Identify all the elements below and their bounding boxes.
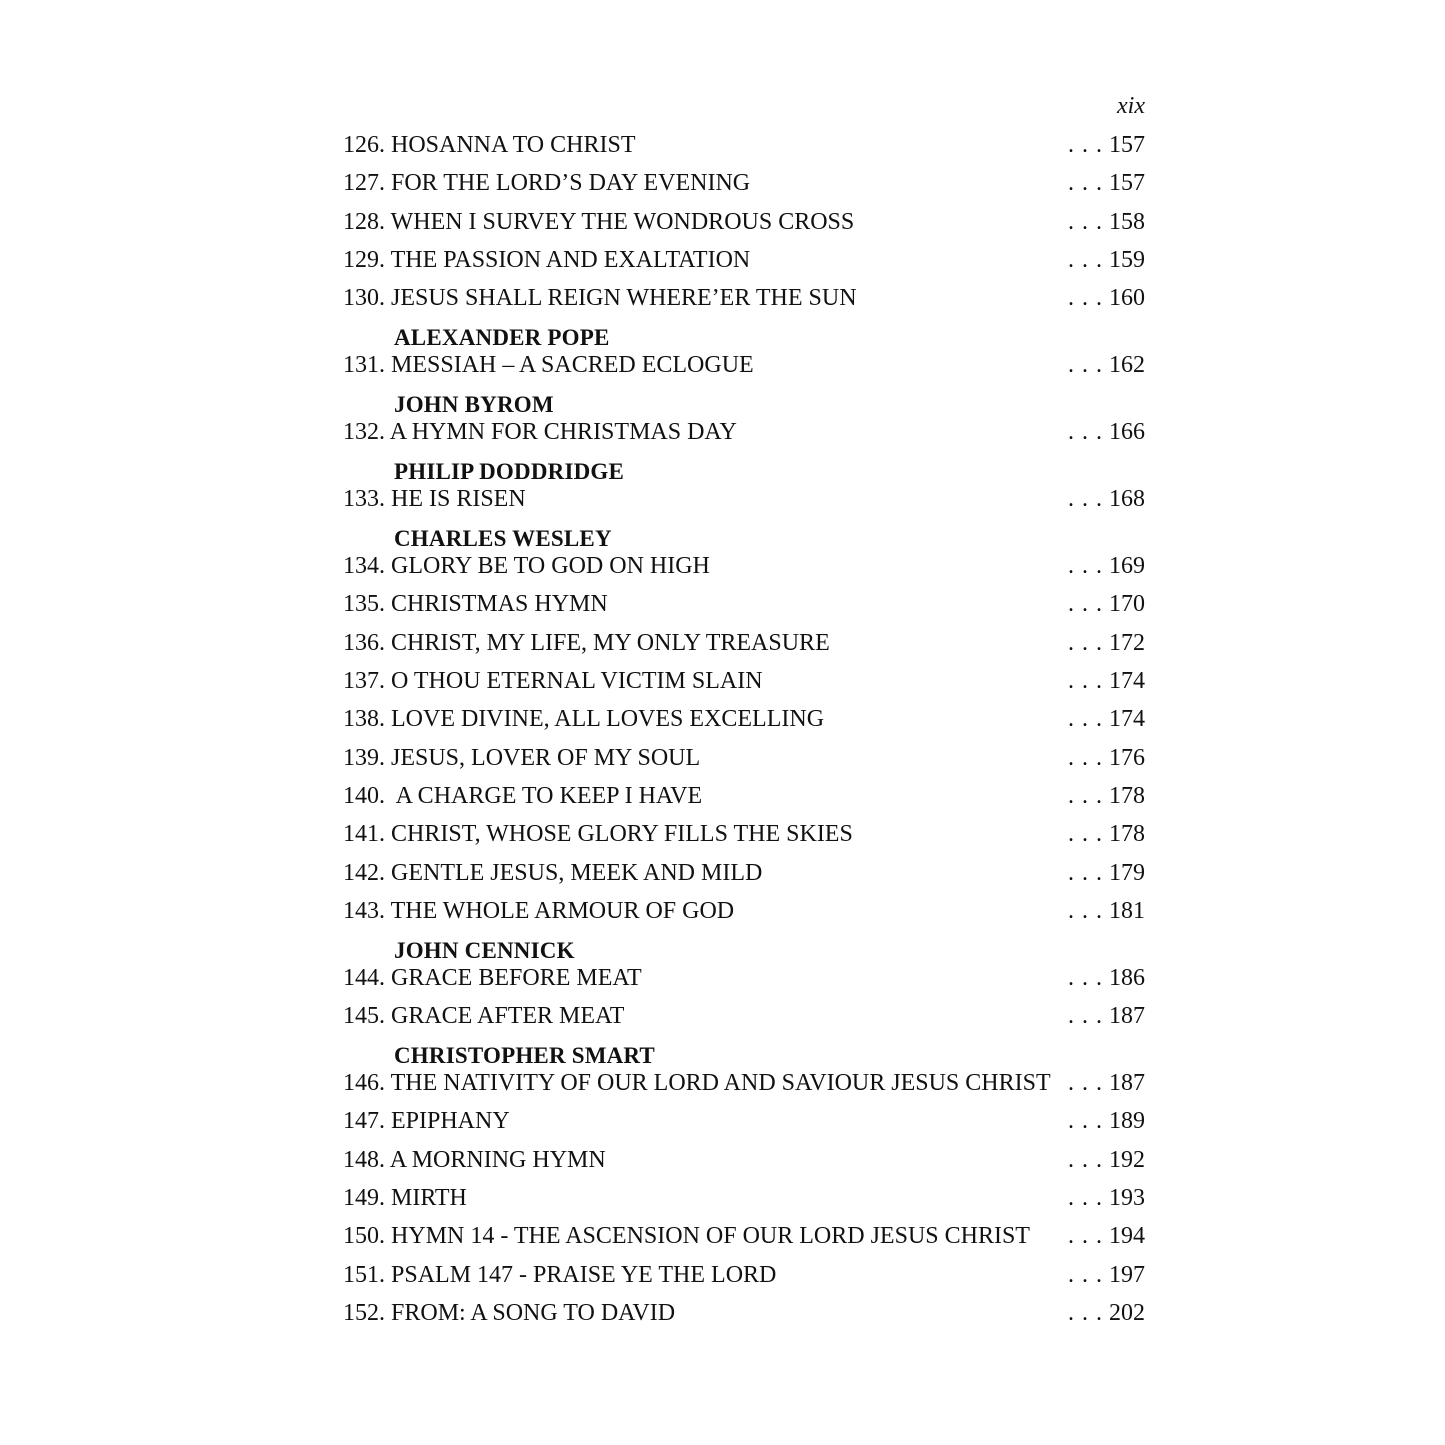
entry-number: 128. [343,208,385,235]
entry-page-ref [1064,821,1145,848]
table-of-contents [343,132,1145,1327]
entry-title [343,1300,1064,1327]
dot-leader: . . . [1068,208,1103,235]
toc-entry[interactable] [343,783,1145,810]
entry-title-text: HOSANNA TO CHRIST [391,132,636,158]
dot-leader: . . . [1068,1146,1103,1173]
entry-title [343,1108,1064,1135]
entry-title-text: GRACE AFTER MEAT [391,1003,625,1030]
entry-title-text: PSALM 147 - PRAISE YE THE LORD [391,1261,777,1288]
toc-entry[interactable] [343,1070,1145,1097]
entry-title-text: THE WHOLE ARMOUR OF GOD [390,897,735,924]
entry-page-ref [1064,170,1145,197]
entry-number: 132. [343,419,385,446]
entry-page-ref [1064,1185,1145,1212]
entry-title [343,706,1064,733]
entry-title [343,419,1064,446]
entry-title [343,132,1064,159]
page-number-value: 174 [1109,706,1145,733]
toc-section [343,132,1145,312]
entry-page-ref [1064,1108,1145,1135]
toc-entry[interactable] [343,132,1145,159]
entry-title-text: CHRIST, WHOSE GLORY FILLS THE SKIES [391,821,853,848]
author-heading: JOHN BYROM [394,392,554,418]
entry-number: 141. [343,821,385,848]
page-number-value: 187 [1109,1070,1145,1097]
dot-leader: . . . [1068,629,1103,656]
entry-title [343,1070,1064,1097]
page-number-value: 186 [1109,964,1145,991]
entry-title-text: GLORY BE TO GOD ON HIGH [391,553,710,580]
entry-number: 134. [343,553,385,580]
dot-leader: . . . [1068,964,1103,991]
entry-title-text: CHRIST, MY LIFE, MY ONLY TREASURE [391,629,830,656]
entry-number: 138. [343,706,385,733]
entry-title-text: FROM: A SONG TO DAVID [391,1299,676,1326]
entry-page-ref [1064,965,1145,992]
entry-number: 139. [343,744,385,771]
entry-page-ref [1064,132,1145,159]
toc-entry[interactable] [343,553,1145,580]
entry-number: 146. [343,1070,385,1097]
toc-entry[interactable] [343,898,1145,925]
toc-entry[interactable] [343,965,1145,992]
entry-title-text: MIRTH [391,1185,467,1212]
entry-number: 135. [343,591,385,618]
entry-title-text: GRACE BEFORE MEAT [391,964,642,991]
entry-title-text: FOR THE LORD’S DAY EVENING [391,170,751,197]
page-number: xix [1117,93,1145,119]
toc-entry[interactable] [343,668,1145,695]
entry-page-ref [1064,1147,1145,1174]
toc-page [343,88,1145,1338]
entry-number: 148. [343,1146,385,1173]
entry-title [343,285,1064,312]
entry-page-ref [1064,419,1145,446]
toc-entry[interactable] [343,1147,1145,1174]
toc-section [343,390,1145,446]
page-number-value: 176 [1109,744,1145,771]
dot-leader: . . . [1068,1108,1103,1135]
dot-leader: . . . [1068,744,1103,771]
author-heading: CHARLES WESLEY [394,526,612,552]
page-number-value: 193 [1109,1185,1145,1212]
entry-page-ref [1064,1300,1145,1327]
dot-leader: . . . [1068,132,1103,158]
entry-title-text: WHEN I SURVEY THE WONDROUS CROSS [390,208,855,235]
entry-title [343,1147,1064,1174]
page-number-value: 172 [1109,629,1145,656]
toc-entry[interactable] [343,352,1145,379]
page-number-value: 169 [1109,553,1145,580]
entry-page-ref [1064,247,1145,274]
dot-leader: . . . [1068,1003,1103,1030]
page-number-value: 192 [1109,1146,1145,1173]
toc-section [343,524,1145,925]
dot-leader: . . . [1068,1299,1103,1326]
page-number-value: 174 [1109,668,1145,695]
entry-page-ref [1064,1070,1145,1097]
entry-page-ref [1064,630,1145,657]
toc-entry[interactable] [343,860,1145,887]
entry-title [343,1003,1064,1030]
dot-leader: . . . [1068,553,1103,580]
page-number-value: 197 [1109,1261,1145,1288]
entry-title-text: JESUS SHALL REIGN WHERE’ER THE SUN [391,285,857,312]
entry-title [343,668,1064,695]
toc-entry[interactable] [343,209,1145,236]
entry-title [343,1185,1064,1212]
entry-page-ref [1064,486,1145,513]
toc-entry[interactable] [343,630,1145,657]
page-number-value: 187 [1109,1003,1145,1030]
entry-page-ref [1064,898,1145,925]
entry-page-ref [1064,591,1145,618]
entry-number: 151. [343,1261,385,1288]
entry-title [343,965,1064,992]
entry-title [343,860,1064,887]
page-number-value: 158 [1109,208,1145,235]
entry-title [343,352,1064,379]
entry-title [343,898,1064,925]
entry-title [343,553,1064,580]
entry-title [343,1223,1064,1250]
dot-leader: . . . [1068,591,1103,618]
toc-entry[interactable] [343,1262,1145,1289]
entry-title-text: GENTLE JESUS, MEEK AND MILD [391,859,763,886]
entry-number: 136. [343,629,385,656]
entry-title-text: JESUS, LOVER OF MY SOUL [391,744,701,771]
toc-entry[interactable] [343,285,1145,312]
entry-title-text: CHRISTMAS HYMN [391,591,608,618]
entry-page-ref [1064,860,1145,887]
toc-section [343,323,1145,379]
entry-number: 149. [343,1185,385,1212]
entry-title [343,1262,1064,1289]
entry-number: 133. [343,486,385,513]
entry-title [343,170,1064,197]
page-number-value: 157 [1109,170,1145,197]
entry-title-text: A MORNING HYMN [389,1146,606,1173]
dot-leader: . . . [1068,1185,1103,1212]
page-number-value: 181 [1109,897,1145,924]
toc-entry[interactable] [343,706,1145,733]
dot-leader: . . . [1068,170,1103,197]
entry-number: 147. [343,1108,385,1135]
entry-title-text: A HYMN FOR CHRISTMAS DAY [389,419,737,446]
page-number-value: 170 [1109,591,1145,618]
page-number-value: 202 [1109,1299,1145,1326]
entry-page-ref [1064,668,1145,695]
entry-page-ref [1064,1223,1145,1250]
page-number-value: 178 [1109,821,1145,848]
entry-title [343,247,1064,274]
entry-number: 130. [343,285,385,312]
toc-entry[interactable] [343,1185,1145,1212]
page-number-value: 189 [1109,1108,1145,1135]
entry-page-ref [1064,553,1145,580]
toc-section [343,1041,1145,1327]
dot-leader: . . . [1068,821,1103,848]
dot-leader: . . . [1068,352,1103,379]
entry-title-text: THE NATIVITY OF OUR LORD AND SAVIOUR JESUS CHRIST [390,1070,1051,1097]
dot-leader: . . . [1068,1223,1103,1250]
dot-leader: . . . [1068,897,1103,924]
entry-number: 127. [343,170,385,197]
entry-page-ref [1064,706,1145,733]
entry-number: 140. [343,782,385,809]
entry-number: 150. [343,1223,385,1250]
toc-entry[interactable] [343,1223,1145,1250]
dot-leader: . . . [1068,859,1103,886]
toc-entry[interactable] [343,1108,1145,1135]
page-number-value: 194 [1109,1223,1145,1250]
entry-title [343,209,1064,236]
page-number-value: 178 [1109,782,1145,809]
entry-title-text: HYMN 14 - THE ASCENSION OF OUR LORD JESUS CHRIST [391,1223,1030,1250]
page-number-value: 162 [1109,352,1145,379]
toc-entry[interactable] [343,1003,1145,1030]
author-heading: PHILIP DODDRIDGE [394,459,625,485]
entry-title [343,783,1064,810]
dot-leader: . . . [1068,486,1103,513]
dot-leader: . . . [1068,668,1103,695]
entry-title-text: EPIPHANY [391,1108,510,1135]
dot-leader: . . . [1068,419,1103,446]
entry-title-text: LOVE DIVINE, ALL LOVES EXCELLING [391,706,825,733]
author-heading: JOHN CENNICK [394,937,575,963]
entry-title-text: A CHARGE TO KEEP I HAVE [391,782,703,809]
toc-section [343,936,1145,1030]
page-number-value: 160 [1109,285,1145,312]
entry-page-ref [1064,745,1145,772]
toc-section [343,457,1145,513]
author-heading: CHRISTOPHER SMART [394,1043,655,1069]
entry-title [343,745,1064,772]
toc-entry[interactable] [343,486,1145,513]
dot-leader: . . . [1068,1070,1103,1097]
entry-number: 144. [343,964,385,991]
entry-page-ref [1064,783,1145,810]
entry-number: 143. [343,897,385,924]
entry-title-text: MESSIAH – A SACRED ECLOGUE [391,352,754,379]
entry-number: 129. [343,246,385,273]
toc-entry[interactable] [343,247,1145,274]
entry-number: 145. [343,1003,385,1030]
entry-title [343,630,1064,657]
entry-title-text: O THOU ETERNAL VICTIM SLAIN [391,668,763,695]
toc-entry[interactable] [343,591,1145,618]
entry-number: 137. [343,668,385,695]
dot-leader: . . . [1068,246,1103,273]
dot-leader: . . . [1068,285,1103,312]
dot-leader: . . . [1068,782,1103,809]
entry-number: 126. [343,132,385,158]
page-number-value: 159 [1109,246,1145,273]
entry-title [343,486,1064,513]
entry-title-text: THE PASSION AND EXALTATION [390,246,751,273]
page-number-value: 168 [1109,486,1145,513]
dot-leader: . . . [1068,706,1103,733]
entry-page-ref [1064,209,1145,236]
toc-entry[interactable] [343,1300,1145,1327]
toc-entry[interactable] [343,821,1145,848]
entry-page-ref [1064,352,1145,379]
entry-number: 131. [343,352,385,379]
entry-title-text: HE IS RISEN [391,486,526,513]
entry-page-ref [1064,1003,1145,1030]
toc-entry[interactable] [343,170,1145,197]
page-number-value: 157 [1109,132,1145,158]
entry-title [343,821,1064,848]
entry-title [343,591,1064,618]
toc-entry[interactable] [343,745,1145,772]
entry-page-ref [1064,285,1145,312]
page-number-value: 179 [1109,859,1145,886]
author-heading: ALEXANDER POPE [394,325,610,351]
entry-page-ref [1064,1262,1145,1289]
entry-number: 142. [343,859,385,886]
dot-leader: . . . [1068,1261,1103,1288]
page-number-value: 166 [1109,419,1145,446]
toc-entry[interactable] [343,419,1145,446]
entry-number: 152. [343,1299,385,1326]
